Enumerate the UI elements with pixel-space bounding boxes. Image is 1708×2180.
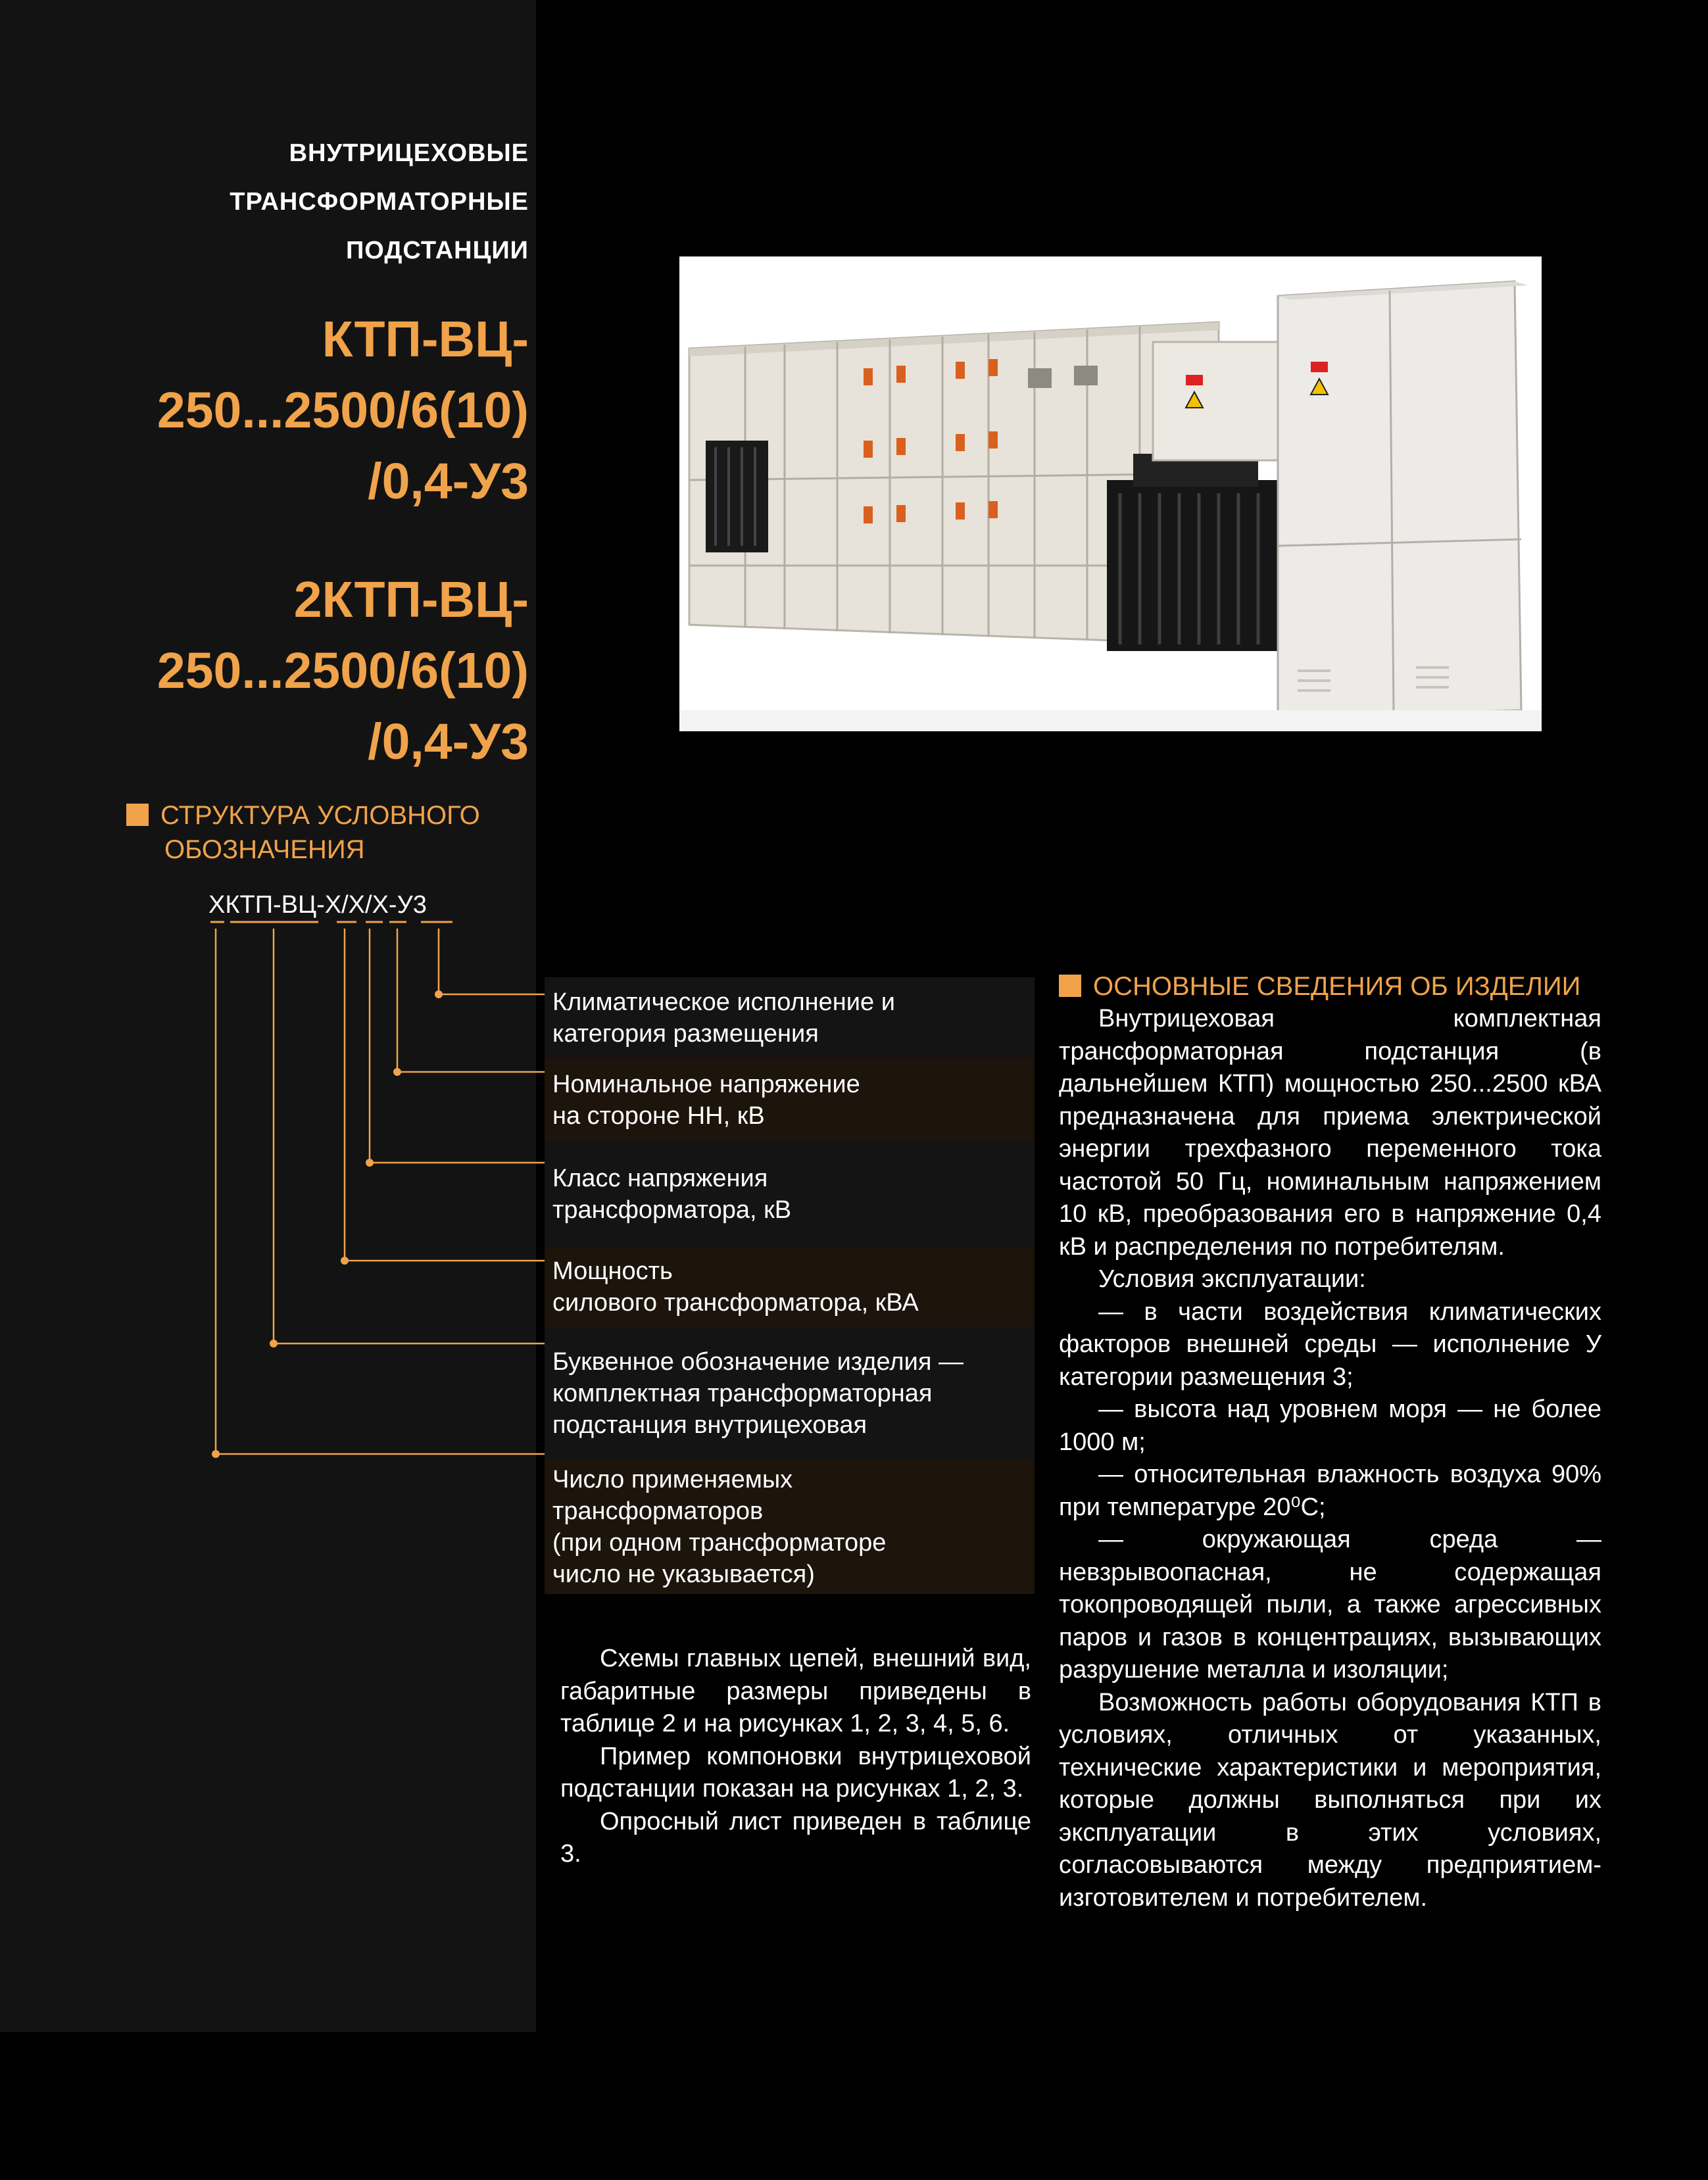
body-paragraph: Условия эксплуатации: xyxy=(1098,1265,1366,1293)
legend-text: подстанция внутрицеховая xyxy=(552,1411,867,1439)
body-paragraph: Возможность работы оборудования КТП в условиях, отличных от указанных, технические характеристики и мероприятия, которые должны выполняться при их эксплуатации в этих условиях, согласовываются между предприятием-изготовителем и потребителем. xyxy=(1059,1688,1601,1912)
main-info-text xyxy=(1059,1003,1601,1914)
legend-item-letter-code xyxy=(545,1326,1035,1460)
model-title-line: 2КТП-ВЦ- xyxy=(293,571,529,628)
main-info-heading xyxy=(1059,969,1684,1004)
body-paragraph: — окружающая среда — невзрывоопасная, не содержащая токопроводящей пыли, а также агрессивных паров и газов в концентрациях, вызывающих разрушение металла и изоляции; xyxy=(1059,1526,1601,1683)
legend-text: Номинальное напряжение xyxy=(552,1070,860,1098)
legend-text: Буквенное обозначение изделия — xyxy=(552,1347,964,1376)
model-title-line: 250...2500/6(10) xyxy=(157,382,529,439)
legend-item-power xyxy=(545,1247,1035,1326)
legend-item-climatic xyxy=(545,977,1035,1058)
body-paragraph: — относительная влажность воздуха 90% при температуре 20⁰С; xyxy=(1059,1461,1601,1521)
model-title-line: /0,4-У3 xyxy=(368,453,529,510)
category-title-line: ПОДСТАНЦИИ xyxy=(345,237,529,264)
category-title-line: ВНУТРИЦЕХОВЫЕ xyxy=(289,139,529,167)
legend-text: трансформаторов xyxy=(552,1497,764,1525)
main-info-heading-text: ОСНОВНЫЕ СВЕДЕНИЯ ОБ ИЗДЕЛИИ xyxy=(1093,972,1581,1001)
category-title-line: ТРАНСФОРМАТОРНЫЕ xyxy=(230,188,529,216)
model-title-line: 250...2500/6(10) xyxy=(157,642,529,699)
body-paragraph: — высота над уровнем моря — не более 1000 м; xyxy=(1059,1395,1601,1456)
legend-text: силового трансформатора, кВА xyxy=(552,1288,919,1317)
body-paragraph: Опросный лист приведен в таблице 3. xyxy=(560,1807,1031,1868)
legend-text: Число применяемых xyxy=(552,1466,793,1493)
body-paragraph: Пример компоновки внутрицеховой подстанции показан на рисунках 1, 2, 3. xyxy=(560,1742,1031,1803)
legend-item-voltage-class xyxy=(545,1142,1035,1247)
body-paragraph: — в части воздействия климатических факторов внешней среды — исполнение У категории размещения 3; xyxy=(1059,1297,1601,1391)
legend-text: Мощность xyxy=(552,1257,673,1285)
legend-text: трансформатора, кВ xyxy=(552,1196,792,1224)
legend-text: категория размещения xyxy=(552,1019,819,1048)
structure-heading-line: ОБОЗНАЧЕНИЯ xyxy=(164,835,365,864)
legend-item-transformer-count xyxy=(545,1460,1035,1594)
legend-text: Класс напряжения xyxy=(552,1165,768,1192)
model-title-line: КТП-ВЦ- xyxy=(322,311,529,368)
model-title-line: /0,4-У3 xyxy=(368,714,529,770)
legend-text: комплектная трансформаторная xyxy=(552,1379,933,1407)
legend-item-lv-voltage xyxy=(545,1058,1035,1142)
legend-text: число не указывается) xyxy=(552,1561,815,1588)
structure-heading-line: СТРУКТУРА УСЛОВНОГО xyxy=(160,801,480,830)
legend-text: на стороне НН, кВ xyxy=(552,1102,765,1130)
legend-text: (при одном трансформаторе xyxy=(552,1529,887,1557)
body-paragraph: Внутрицеховая комплектная трансформаторная подстанция (в дальнейшем КТП) мощностью 250...2500 кВА предназначена для приема электрической энергии трехфазного переменного тока частотой 50 Гц, номинальным напряжением 10 кВ, преобразования его в напряжение 0,4 кВ и распределения по потребителям. xyxy=(1059,1005,1601,1261)
legend-text: Климатическое исполнение и xyxy=(552,988,895,1016)
designation-code: ХКТП-ВЦ-Х/Х/Х-У3 xyxy=(208,891,427,919)
body-paragraph: Схемы главных цепей, внешний вид, габаритные размеры приведены в таблице 2 и на рисунках 1, 2, 3, 4, 5, 6. xyxy=(560,1645,1031,1737)
bullet-square-icon xyxy=(1059,975,1081,997)
references-text xyxy=(560,1643,1031,1871)
